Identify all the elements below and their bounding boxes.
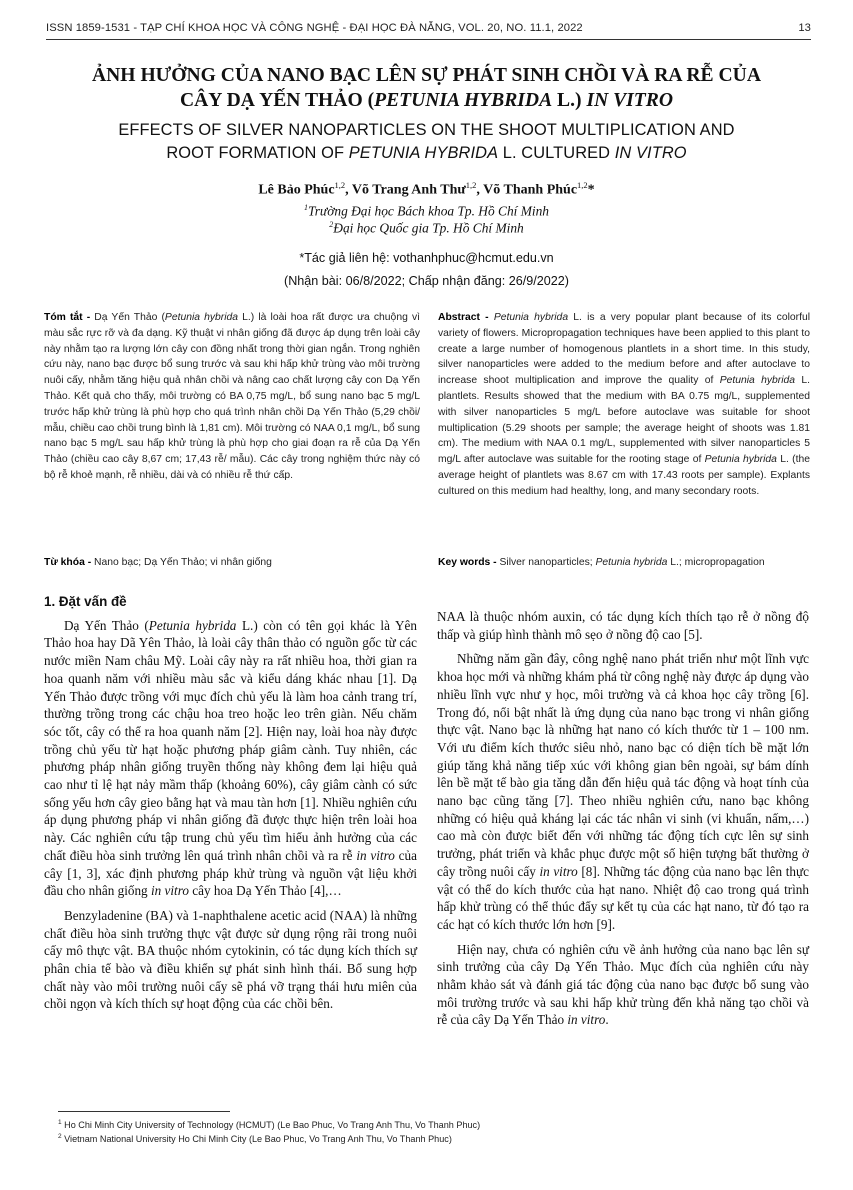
author-2: Võ Trang Anh Thư <box>351 182 466 198</box>
received-dates: (Nhận bài: 06/8/2022; Chấp nhận đăng: 26/9/2022) <box>284 274 569 288</box>
footnote-1: $^1$ Ho Chi Minh City University of Technology (HCMUT) (Le Bao Phuc, Vo Trang Anh Thu, Vo Thanh Phuc) <box>58 1119 481 1131</box>
running-header <box>46 22 811 38</box>
corresponding-author: *Tác giả liên hệ: vothanhphuc@hcmut.edu.vn <box>299 251 554 265</box>
title-vi-line1: ẢNH HƯỞNG CỦA NANO BẠC LÊN SỰ PHÁT SINH CHỒI VÀ RA RỄ CỦA <box>92 65 761 86</box>
author-list: Lê Bảo Phúc$^{1,2}$, Võ Trang Anh Thư$^{1,2}$, Võ Thanh Phúc$^{1,2}$* <box>258 180 595 198</box>
paragraph-5: Hiện nay, chưa có nghiên cứu về ảnh hưởng của nano bạc lên sự sinh trưởng của cây Dạ Yến Thảo. Mục đích của nghiên cứu này nhằm khảo sát và đánh giá tác động của nano bạc được bổ sung vào môi trường trước và sau khi hấp khử trùng đến khả năng tạo chồi và rễ của cây Dạ Yến Thảo in vitro. <box>437 941 809 1028</box>
abstract-vietnamese: Tóm tắt - Dạ Yến Thảo (Petunia hybrida L.) là loài hoa rất được ưa chuộng vì màu sắc rực rỡ và đa dạng. Kỹ thuật vi nhân giống đã được áp dụng trên loài cây này nhằm tạo ra lượng lớn cây con đồng nhất trong thời gian ngắn. Trong nghiên cứu này, nano bạc được bổ sung trước và sau khi hấp khử trùng vào môi trường nuôi cấy, nhằm tăng hiệu quả nhân chồi và nâng cao chất lượng cây con Dạ Yến Thảo. Kết quả cho thấy, môi trường có BA 0,75 mg/L, bổ sung nano bạc 5 mg/L trước hấp khử trùng là phù hợp cho quá trình nhân chồi Dạ Yến Thảo (5,29 chồi/ mẫu, chiều cao chồi trung bình là 1,81 cm). Môi trường có NAA 0,1 mg/L, bổ sung nano bạc 5 mg/L sau hấp khử trùng là phù hợp cho giai đoạn ra rễ của Dạ Yến Thảo (chiều cao cây 8,67 cm; 17,43 rễ/ mẫu). Các cây trong nghiệm thức này có bộ rễ khoẻ mạnh, rễ nhiều, dài và có nhiều rễ thứ cấp. <box>44 312 420 481</box>
body-column-left <box>44 593 417 1020</box>
title-english <box>40 119 813 165</box>
journal-citation: ISSN 1859-1531 - TẠP CHÍ KHOA HỌC VÀ CÔNG NGHỆ - ĐẠI HỌC ĐÀ NẴNG, VOL. 20, NO. 11.1, 2022 <box>46 22 583 34</box>
keywords-english: Key words - Silver nanoparticles; Petunia hybrida L.; micropropagation <box>438 557 765 568</box>
title-en-line1: EFFECTS OF SILVER NANOPARTICLES ON THE SHOOT MULTIPLICATION AND <box>118 121 735 139</box>
paragraph-1: Dạ Yến Thảo (Petunia hybrida L.) còn có tên gọi khác là Yên Thảo hoa hay Dã Yên Thảo, là loài cây thân thảo có nguồn gốc từ các nước miền Nam châu Mỹ. Loài cây này ra rất nhiều hoa, thời gian ra hoa quanh năm với nhiều màu sắc và kiểu dáng khác nhau [1]. Dạ Yến Thảo được trồng với mục đích chủ yếu là làm hoa cảnh trang trí, thường trồng trong các chậu hoa treo hoặc leo trên giàn. Nếu chăm sóc tốt, cây có thể ra hoa quanh năm [2]. Hiện nay, loài hoa này được trồng chủ yếu từ hạt hoặc phương pháp giâm cành. Tuy nhiên, các phương pháp nhân giống truyền thống này không đem lại hiệu quả cao như tỉ lệ hạt nảy mầm thấp (khoảng 60%), cây giâm cành có sức sống yếu hơn cây gieo bằng hạt và mau tàn hơn [1]. Nhiều nghiên cứu áp dụng phương pháp vi nhân giống đã được thực hiện trên loài hoa này. Các nghiên cứu tập trung chủ yếu tìm hiểu ảnh hưởng của các chất điều hòa sinh trưởng lên quá trình nhân chồi và ra rễ in vitro của cây [1, 3], xác định phương pháp khử trùng và nguồn vật liệu khởi đầu cho nhân giống in vitro cây hoa Dạ Yến Thảo [4],… <box>44 617 417 899</box>
footnote-divider <box>58 1111 230 1112</box>
keywords-vietnamese: Từ khóa - Nano bạc; Dạ Yến Thảo; vi nhân giống <box>44 557 272 568</box>
paragraph-3: NAA là thuộc nhóm auxin, có tác dụng kích thích tạo rễ ở nồng độ thấp và giúp hình thành mô sẹo ở nồng độ cao [5]. <box>437 609 809 642</box>
title-vietnamese <box>40 63 813 113</box>
paragraph-2: Benzyladenine (BA) và 1-naphthalene acetic acid (NAA) là những chất điều hòa sinh trưởng thực vật được sử dụng rộng rãi trong nuôi cấy mô thực vật. BA thuộc nhóm cytokinin, có tác dụng kích thích sự phân chia tế bào và điều khiển sự phát sinh hình thái. Bổ sung hợp chất này vào môi trường nuôi cấy sẽ phá vỡ trạng thái hưu miên của chồi ngọn và kích thích sự hoạt động của các chồi bên. <box>44 907 417 1012</box>
page-number: 13 <box>798 22 811 34</box>
title-vi-line2: CÂY DẠ YẾN THẢO (PETUNIA HYBRIDA L.) IN VITRO <box>179 90 673 111</box>
body-column-right <box>437 608 809 1036</box>
header-divider <box>46 39 811 40</box>
abstract-english: Abstract - Petunia hybrida L. is a very popular plant because of its colorful variety of flowers. Micropropagation techniques have been applied to this plant to create a large number of homogenous plantlets in a short time. In this study, silver nanoparticles were added to the medium before and after autoclave to increase shoot multiplication and improve the quality of Petunia hybrida L. plantlets. Results showed that the medium with BA 0.75 mg/L, supplemented with silver nanoparticles 5 mg/L before autoclave was suitable for shoot multiplication (5.29 shoots per sample; the average height of shoots was 1.81 cm). The medium with NAA 0.1 mg/L, supplemented with silver nanoparticles 5 mg/L after autoclave was suitable for the rooting stage of Petunia hybrida L. (the average height of plantlets was 8.67 cm with 17.43 roots per sample). Explants cultured on this medium had healthy, long, and many secondary roots. <box>438 312 810 497</box>
author-1: Lê Bảo Phúc <box>258 182 335 198</box>
section-heading: 1. Đặt vấn đề <box>44 594 127 609</box>
paragraph-4: Những năm gần đây, công nghệ nano phát triển như một lĩnh vực khoa học mới và những khám phá từ công nghệ này được áp dụng vào nhiều lĩnh vực như y học, môi trường và cả khoa học cây trồng [6]. Trong đó, nổi bật nhất là ứng dụng của nano bạc trong vi nhân giống thực vật. Nano bạc là những hạt nano có kích thước từ 1 – 100 nm. Với ưu điểm kích thước siêu nhỏ, nano bạc có diện tích bề mặt lớn giúp tăng khả năng tiếp xúc với không gian bên ngoài, sự bám dính lên bề mặt tế bào gia tăng dẫn đến hiệu quả tác động và hoạt tính của nano bạc cũng tăng [7]. Theo nhiều nghiên cứu, nano bạc không những có hiệu quả kháng lại các tác nhân vi sinh (vi khuẩn, nấm,…) cao mà còn được biết đến với những tác động tích cực lên sự sinh trưởng, phát triển và khắc phục được một số hiện tượng bất thường ở cây trồng nuôi cấy in vitro [8]. Những tác động của nano bạc lên thực vật có thể do kích thước của hạt nano. Nhiệt độ cao trong quá trình hấp khử trùng có thể thúc đẩy sự kết tụ của các hạt nano, từ đó tạo ra các hạt có kích thước lớn hơn [9]. <box>437 651 809 932</box>
affiliation-1: $^1$Trường Đại học Bách khoa Tp. Hồ Chí Minh <box>304 203 549 219</box>
affiliation-2: $^2$Đại học Quốc gia Tp. Hồ Chí Minh <box>329 220 524 236</box>
author-3: Võ Thanh Phúc <box>483 182 578 198</box>
title-en-line2: ROOT FORMATION OF PETUNIA HYBRIDA L. CULTURED IN VITRO <box>166 144 687 162</box>
footnote-2: $^2$ Vietnam National University Ho Chi Minh City (Le Bao Phuc, Vo Trang Anh Thu, Vo Thanh Phuc) <box>58 1133 452 1145</box>
corresponding-mark: * <box>587 182 595 198</box>
